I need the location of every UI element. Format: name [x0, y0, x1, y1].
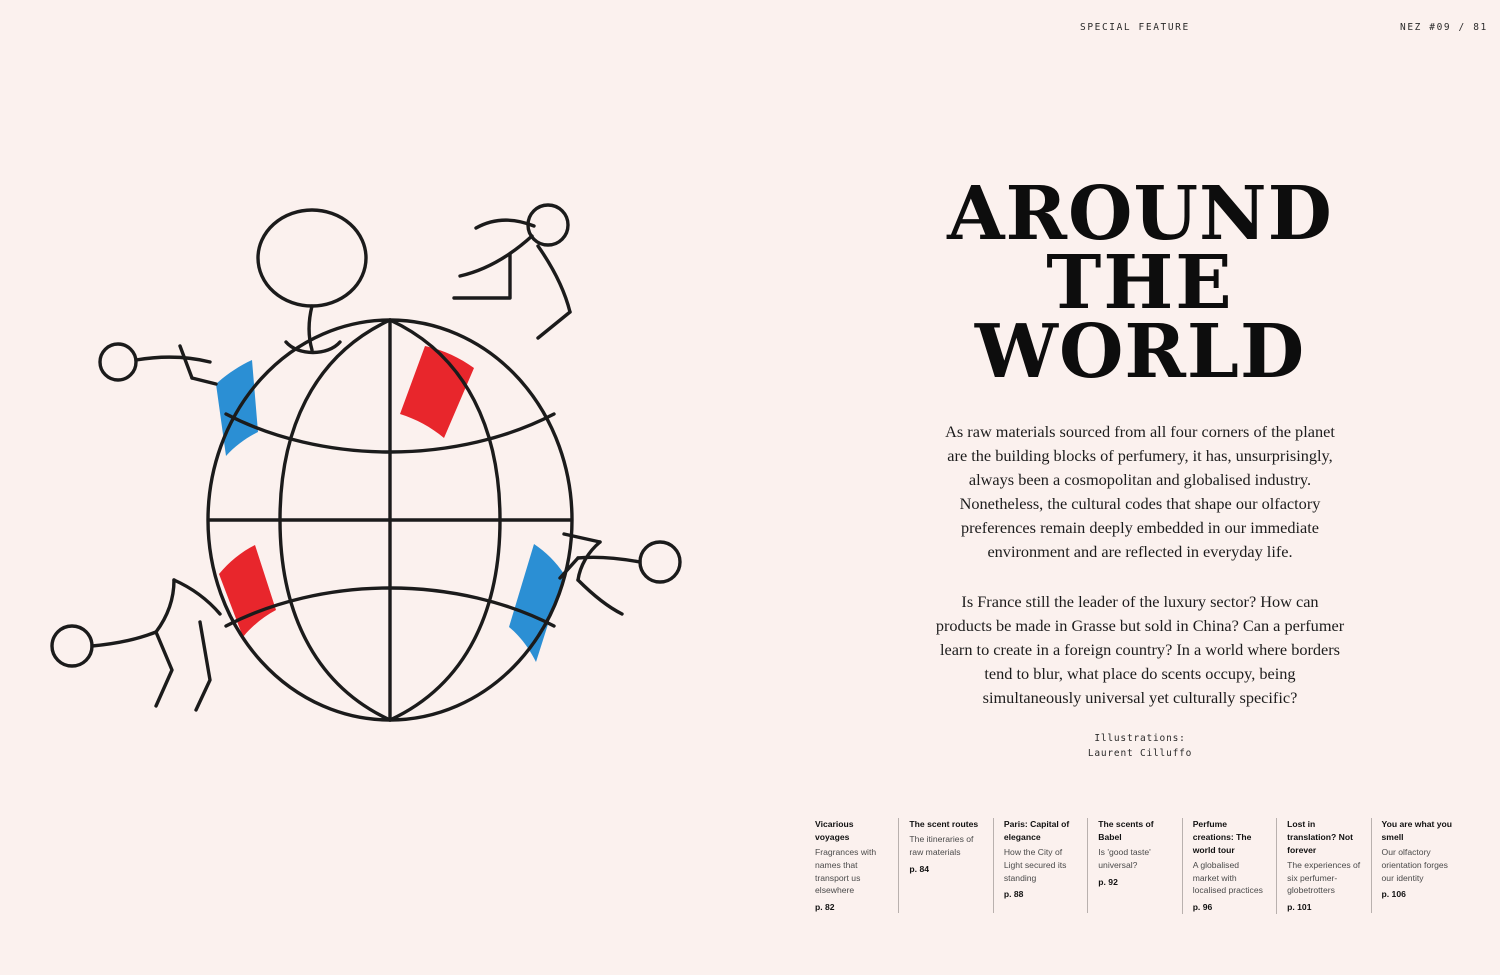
toc-item-page: p. 96 [1192, 902, 1213, 913]
toc-item-title: Lost in translation? Not forever [1287, 819, 1353, 855]
toc-item-page: p. 106 [1381, 889, 1406, 900]
toc-item-page: p. 101 [1287, 902, 1312, 913]
running-head-folio: NEZ #09 / 81 [1400, 22, 1488, 33]
toc-item-title: You are what you smell [1381, 819, 1453, 842]
toc-item-description: Our olfactory orientation forges our identity [1381, 846, 1448, 883]
toc-item[interactable] [898, 818, 992, 913]
running-head-section: SPECIAL FEATURE [1080, 22, 1190, 33]
lede-paragraph-2: Is France still the leader of the luxury sector? How can products be made in Grasse but sold in China? Can a perfumer learn to create in a foreign country? In a world where borders tend to blur, what place do scents occupy, being simultaneously universal yet culturally specific? [935, 592, 1345, 707]
toc-item-description: Is 'good taste' universal? [1098, 846, 1151, 870]
toc-item[interactable] [1371, 818, 1465, 913]
toc-item-description: A globalised market with localised practices [1192, 859, 1263, 896]
toc-item-title: Vicarious voyages [815, 819, 854, 842]
page-title-line-1: AROUND [947, 171, 1333, 257]
illustration-credit [930, 732, 1350, 761]
toc-item[interactable] [1276, 818, 1370, 914]
lede-paragraph-1: As raw materials sourced from all four corners of the planet are the building blocks of perfumery, it has, unsurprisingly, always been a cosmopolitan and globalised industry. Nonetheless, the cultural codes that shape our olfactory preferences remain deeply embedded in our immediate environment and are reflected in everyday life. [945, 422, 1335, 562]
feature-opener-text [930, 171, 1350, 761]
page-title [930, 171, 1350, 395]
page-title-line-2: THE [1046, 239, 1234, 326]
toc-item-description: The experiences of six perfumer-globetrotters [1287, 859, 1361, 896]
illustration-credit-name: Laurent Cilluffo [1087, 747, 1193, 759]
toc-item[interactable] [815, 818, 898, 914]
feature-contents-strip [815, 818, 1465, 914]
toc-item-description: Fragrances with names that transport us elsewhere [815, 846, 877, 896]
toc-item-title: The scents of Babel [1098, 819, 1154, 842]
globe-with-stick-figures-illustration [40, 170, 740, 780]
toc-item[interactable] [1087, 818, 1181, 913]
toc-item-title: The scent routes [909, 819, 979, 829]
toc-item-page: p. 84 [909, 863, 930, 874]
toc-item-description: How the City of Light secured its standing [1003, 846, 1067, 883]
toc-item[interactable] [1182, 818, 1276, 914]
toc-item-description: The itineraries of raw materials [909, 833, 974, 857]
illustration-credit-label: Illustrations: [1094, 732, 1186, 744]
toc-item-page: p. 92 [1098, 876, 1118, 887]
toc-item[interactable] [993, 818, 1087, 913]
toc-item-page: p. 88 [1003, 889, 1024, 900]
toc-item-page: p. 82 [815, 902, 835, 913]
toc-item-title: Paris: Capital of elegance [1003, 819, 1070, 842]
toc-item-title: Perfume creations: The world tour [1192, 819, 1252, 855]
page-title-line-3: WORLD [974, 308, 1306, 395]
